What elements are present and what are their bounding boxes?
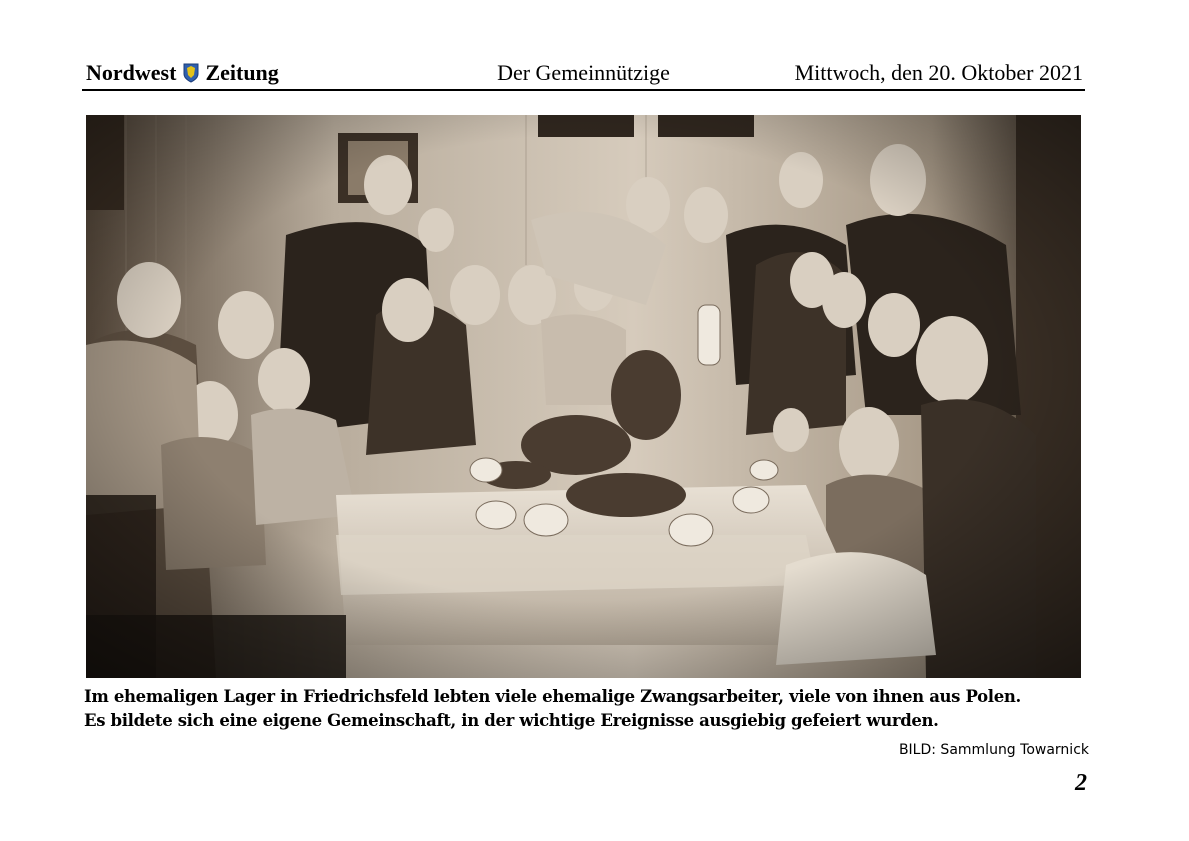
header-rule xyxy=(82,89,1085,91)
caption-line-2: Es bildete sich eine eigene Gemeinschaft, in der wichtige Ereignisse ausgiebig gefeiert wurden. xyxy=(84,711,939,730)
caption-line-1: Im ehemaligen Lager in Friedrichsfeld lebten viele ehemalige Zwangsarbeiter, viele von ihnen aus Polen. xyxy=(84,687,1021,706)
photo-caption xyxy=(84,685,1094,733)
group-photo xyxy=(86,115,1081,678)
page-number: 2 xyxy=(1075,770,1087,796)
page-header xyxy=(82,56,1085,90)
issue-date: Mittwoch, den 20. Oktober 2021 xyxy=(794,60,1083,85)
masthead-right-word: Zeitung xyxy=(205,60,279,85)
photo-credit: BILD: Sammlung Towarnick xyxy=(898,742,1089,758)
photo-illustration xyxy=(86,115,1081,678)
publication-title: Der Gemeinnützige xyxy=(497,60,670,85)
masthead-left-word: Nordwest xyxy=(86,60,177,85)
